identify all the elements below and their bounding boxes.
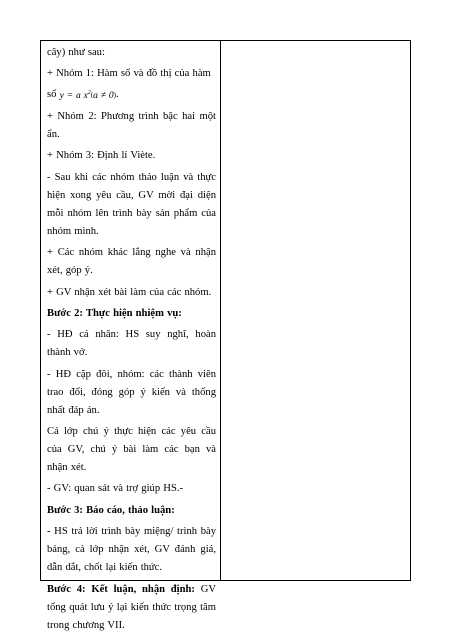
formula-suffix: . — [115, 89, 119, 101]
text-line: cây) như sau: — [47, 47, 105, 58]
step-4-paragraph — [47, 581, 216, 635]
step-2-teacher: - GV: quan sát và trợ giúp HS.- — [47, 483, 184, 495]
activity-column — [41, 41, 221, 631]
step-2-individual: - HĐ cá nhân: HS suy nghĩ, hoàn thành vở. — [47, 329, 216, 359]
step-2-whole-class: Cả lớp chú ý thực hiện các yêu cầu của GV, chú ý bài làm các bạn và nhận xét. — [47, 426, 216, 474]
step-2-heading: Bước 2: Thực hiện nhiệm vụ: — [47, 307, 182, 319]
step-3-heading: Bước 3: Báo cáo, thảo luận: — [47, 504, 175, 516]
group-3-line: + Nhóm 3: Định lí Viète. — [47, 150, 156, 162]
result-column — [221, 41, 410, 580]
step-2-pair-group: - HĐ cặp đôi, nhóm: các thành viên trao đổi, đóng góp ý kiến và thống nhất đáp án. — [47, 368, 216, 416]
teacher-review-line: + GV nhận xét bài làm của các nhóm. — [47, 286, 212, 298]
formula-expr: y = a x — [59, 90, 88, 101]
formula-exponent: 2 — [87, 89, 91, 96]
formula-prefix: số — [47, 89, 57, 101]
step-4-heading: Bước 4: Kết luận, nhận định: — [47, 583, 195, 595]
formula-condition: a ≠ 0 — [93, 90, 114, 101]
group-1-line — [47, 65, 216, 83]
group-1-text: + Nhóm 1: Hàm số và đồ thị của hàm — [47, 68, 211, 80]
formula-line — [47, 83, 216, 104]
other-groups-instruction: + Các nhóm khác lắng nghe và nhận xét, góp ý. — [47, 247, 216, 277]
step-3-body: - HS trả lời trình bày miệng/ trình bày bảng, cả lớp nhận xét, GV đánh giá, dẫn dắt, chốt lại kiến thức. — [47, 526, 216, 574]
step-4-body: GV tổng quát lưu ý lại kiến thức trọng tâm trong chương VII. — [47, 583, 216, 631]
group-2-line: + Nhóm 2: Phương trình bậc hai một ẩn. — [47, 110, 216, 140]
lesson-table — [40, 40, 411, 631]
presentation-instruction: - Sau khi các nhóm thảo luận và thực hiện xong yêu cầu, GV mời đại diện mỗi nhóm lên trình bày sản phẩm của nhóm mình. — [47, 171, 216, 237]
formula-expression: y = a $x^2(a \ne 0)$ — [59, 89, 116, 101]
